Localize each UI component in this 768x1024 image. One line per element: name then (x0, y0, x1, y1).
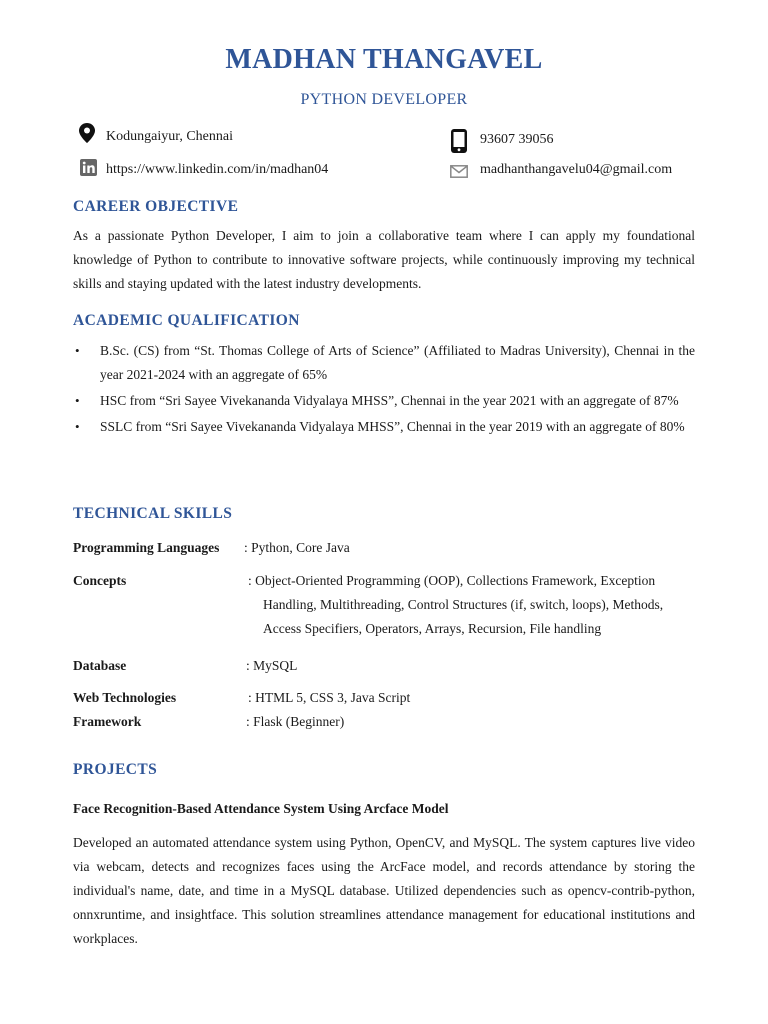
candidate-name: MADHAN THANGAVEL (225, 44, 543, 75)
project-description: Developed an automated attendance system using Python, OpenCV, and MySQL. The system captures live video via webcam, detects and recognizes faces using the ArcFace model, and records attendance by storing the individual's name, date, and time in a MySQL database. Utilized dependencies such as opencv-contrib-python, onnxruntime, and insightface. This solution streamlines attendance management for educational institutions and workplaces. (73, 835, 695, 946)
phone-icon (450, 128, 468, 159)
email-icon (450, 165, 468, 183)
email-address[interactable]: madhanthangavelu04@gmail.com (480, 162, 673, 177)
database-label: Database (73, 658, 127, 673)
list-item (73, 389, 695, 413)
location-text: Kodungaiyur, Chennai (106, 129, 233, 144)
list-item (73, 415, 695, 439)
phone-number[interactable]: 93607 39056 (480, 132, 554, 147)
database-value: : MySQL (246, 658, 298, 673)
academic-list (73, 339, 695, 439)
framework-value: : Flask (Beginner) (246, 714, 345, 729)
concepts-value (248, 569, 688, 641)
concepts-line: : Object-Oriented Programming (OOP), Collections Framework, Exception (248, 573, 656, 588)
bullet-icon: • (75, 419, 80, 434)
bullet-icon: • (75, 343, 80, 358)
concepts-line: Access Specifiers, Operators, Arrays, Recursion, File handling (263, 621, 602, 636)
linkedin-url[interactable]: https://www.linkedin.com/in/madhan04 (106, 162, 329, 177)
linkedin-icon (80, 159, 97, 181)
career-objective-text: As a passionate Python Developer, I aim to join a collaborative team where I can apply my foundational knowledge of Python to contribute to innovative software projects, while continuously improving my technical skills and staying updated with the latest industry developments. (73, 228, 695, 291)
programming-languages-label: Programming Languages (73, 540, 220, 555)
location-pin-icon (79, 123, 95, 148)
bullet-icon: • (75, 393, 80, 408)
concepts-line: Handling, Multithreading, Control Structures (if, switch, loops), Methods, (263, 597, 664, 612)
project-title: Face Recognition-Based Attendance System Using Arcface Model (73, 801, 449, 816)
academic-item-bsc: B.Sc. (CS) from “St. Thomas College of Arts of Science” (Affiliated to Madras University), Chennai in the year 2021-2024 with an aggregate of 65% (100, 343, 695, 382)
programming-languages-value: : Python, Core Java (244, 540, 350, 555)
web-technologies-label: Web Technologies (73, 690, 177, 705)
technical-skills-heading: TECHNICAL SKILLS (73, 505, 233, 522)
web-technologies-value: : HTML 5, CSS 3, Java Script (248, 690, 411, 705)
list-item (73, 339, 695, 387)
academic-item-hsc: HSC from “Sri Sayee Vivekananda Vidyalaya MHSS”, Chennai in the year 2021 with an aggregate of 87% (100, 393, 679, 408)
projects-heading: PROJECTS (73, 761, 158, 778)
concepts-label: Concepts (73, 573, 127, 588)
career-objective-heading: CAREER OBJECTIVE (73, 198, 239, 215)
academic-qualification-heading: ACADEMIC QUALIFICATION (73, 312, 300, 329)
academic-item-sslc: SSLC from “Sri Sayee Vivekananda Vidyalaya MHSS”, Chennai in the year 2019 with an aggregate of 80% (100, 419, 685, 434)
framework-label: Framework (73, 714, 142, 729)
job-title: PYTHON DEVELOPER (300, 91, 468, 108)
